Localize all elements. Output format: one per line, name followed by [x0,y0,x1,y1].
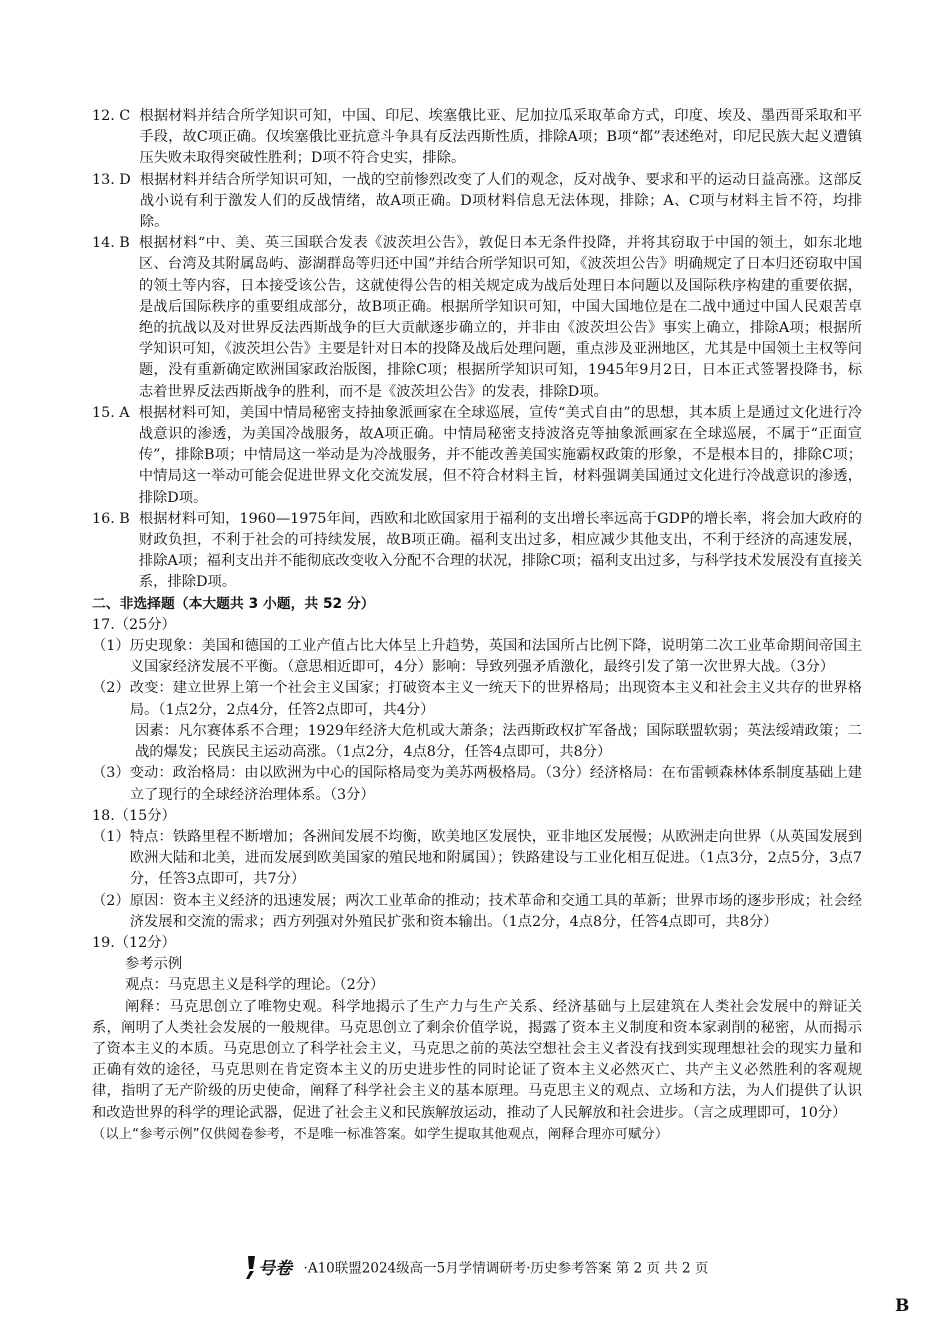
question-17-heading: 17.（25分） [92,616,176,633]
answer-item-14 [92,233,862,403]
answer-item-13 [92,170,862,234]
question-number: 16. B [92,510,130,527]
answer-text: 根据材料可知，1960—1975年间，西欧和北欧国家用于福利的支出增长率远高于GDP的增长率，将会加大政府的财政负担，不利于社会的可持续发展，故B项正确。福利支出过多，相应减少其他支出，不利于经济的高速发展，排除A项；福利支出并不能彻底改变收入分配不合理的状况，排除C项；福利支出过多，与科学技术发展没有直接关系，排除D项。 [138,510,862,591]
part-text: 变动：政治格局：由以欧洲为中心的国际格局变为美苏两极格局。（3分）经济格局：在布雷顿森林体系制度基础上建立了现行的全球经济治理体系。（3分） [129,765,862,803]
footer-text: ·A10联盟2024级高一5月学情调研考·历史参考答案 第 2 页 共 2 页 [303,1260,709,1277]
q17-part-1 [92,636,862,678]
reference-example-label: 参考示例 [125,956,183,973]
question-number: 12. C [92,108,131,124]
section-heading: 二、非选择题（本大题共 3 小题，共 52 分） [92,595,375,612]
answer-text: 根据材料可知，美国中情局秘密支持抽象派画家在全球巡展，宣传“美式自由”的思想，其本质上是通过文化进行冷战意识的渗透，为美国冷战服务，故A项正确。中情局秘密支持波洛克等抽象派画家在全球巡展，不属于“正面宣传”，排除B项；中情局这一举动是为冷战服务，并不能改善美国实施霸权政策的形象，不是根本目的，排除C项；中情局这一举动可能会促进世界文化交流发展，但不符合材料主旨，材料强调美国通过文化进行冷战意识的渗透，排除D项。 [138,404,862,506]
brand-logo [242,1252,304,1286]
part-label: （1） [92,638,130,655]
viewpoint-text: 观点：马克思主义是科学的理论。（2分） [125,977,385,994]
explanation-text: 阐释：马克思创立了唯物史观。科学地揭示了生产力与生产关系、经济基础与上层建筑在人类社会发展中的辩证关系，阐明了人类社会发展的一般规律。马克思创立了剩余价值学说，揭露了资本主义制度和资本家剥削的秘密，从而揭示了资本主义的本质。马克思创立了科学社会主义，马克思之前的英法空想社会主义者没有找到实现理想社会的现实力量和正确有效的途径，马克思则在肯定资本主义的历史进步性的同时论证了资本主义必然灭亡、共产主义必然胜利的客观规律，指明了无产阶级的历史使命，阐释了科学社会主义的基本原理。马克思主义的观点、立场和方法，为人们提供了认识和改造世界的科学的理论武器，促进了社会主义和民族解放运动，推动了人民解放和社会进步。（言之成理即可，10分） [92,998,862,1121]
part-label: （1） [92,828,130,845]
part-label: （3） [92,765,130,782]
q18-part-1 [92,827,862,891]
corner-mark: B [895,1296,910,1316]
part-text: 改变：建立世界上第一个社会主义国家；打破资本主义一统天下的世界格局；出现资本主义和社会主义共存的世界格局。（1点2分，2点4分，任答2点即可，共4分） [129,680,862,718]
answer-text: 根据材料“中、美、英三国联合发表《波茨坦公告》，敦促日本无条件投降，并将其窃取于中国的领土，如东北地区、台湾及其附属岛屿、澎湖群岛等归还中国”并结合所学知识可知，《波茨坦公告》明确规定了日本归还窃取中国的领土等内容，日本接受该公告，这就使得公告的相关规定成为战后处理日本问题以及国际秩序构建的重要依据，是战后国际秩序的重要组成部分，故B项正确。根据所学知识可知，中国大国地位是在二战中通过中国人民艰苦卓绝的抗战以及对世界反法西斯战争的巨大贡献逐步确立的，并非由《波茨坦公告》事实上确立，排除A项；根据所学知识可知，《波茨坦公告》主要是针对日本的投降及战后处理问题，重点涉及亚洲地区，尤其是中国领土主权等问题，没有重新确定欧洲国家政治版图，排除C项；根据所学知识可知，1945年9月2日，日本正式签署投降书，标志着世界反法西斯战争的胜利，而不是《波茨坦公告》的发表，排除D项。 [138,235,862,400]
q17-part-3 [92,763,862,805]
part-text: 原因：资本主义经济的迅速发展；两次工业革命的推动；技术革命和交通工具的革新；世界市场的逐步形成；社会经济发展和交流的需求；西方列强对外殖民扩张和资本输出。（1点2分，4点8分，任答4点即可，共8分） [129,892,862,930]
grading-note: （以上“参考示例”仅供阅卷参考，不是唯一标准答案。如学生提取其他观点，阐释合理亦可赋分） [92,1126,669,1142]
answer-item-12 [92,106,862,170]
part-label: （2） [92,892,130,909]
answer-content [92,106,862,1145]
q18-part-2 [92,891,862,933]
answer-item-15 [92,403,862,509]
question-18-heading: 18.（15分） [92,807,176,824]
logo-text: 号卷 [257,1259,292,1279]
q17-part-2 [92,678,862,720]
answer-item-16 [92,509,862,594]
part-label: （2） [92,680,130,697]
part-text: 特点：铁路里程不断增加；各洲间发展不均衡，欧美地区发展快，亚非地区发展慢；从欧洲走向世界（从英国发展到欧洲大陆和北美，进而发展到欧美国家的殖民地和附属国）；铁路建设与工业化相互促进。（1点3分，2点5分，3点7分，任答3点即可，共7分） [129,828,862,888]
answer-text: 根据材料并结合所学知识可知，一战的空前惨烈改变了人们的观念，反对战争、要求和平的运动日益高涨。这部反战小说有利于激发人们的反战情绪，故A项正确。D项材料信息无法体现，排除；A、C项与材料主旨不符，均排除。 [139,171,862,231]
answer-text: 根据材料并结合所学知识可知，中国、印尼、埃塞俄比亚、尼加拉瓜采取革命方式，印度、埃及、墨西哥采取和平手段，故C项正确。仅埃塞俄比亚抗意斗争具有反法西斯性质，排除A项；B项“都”表述绝对，印尼民族大起义遭镇压失败未取得突破性胜利；D项不符合史实，排除。 [139,108,862,167]
question-number: 14. B [92,235,130,252]
question-number: 13. D [92,171,131,188]
part-text: 历史现象：美国和德国的工业产值占比大体呈上升趋势，英国和法国所占比例下降，说明第二次工业革命期间帝国主义国家经济发展不平衡。（意思相近即可，4分）影响：导致列强矛盾激化，最终引发了第一次世界大战。（3分） [129,638,862,676]
page-footer [0,1252,950,1286]
q17-part-2-factors: 因素：凡尔赛体系不合理；1929年经济大危机或大萧条；法西斯政权扩军备战；国际联盟软弱；英法绥靖政策；二战的爆发；民族民主运动高涨。（1点2分，4点8分，任答4点即可，共8分） [135,722,862,761]
question-number: 15. A [92,404,130,421]
question-19-heading: 19.（12分） [92,934,176,951]
